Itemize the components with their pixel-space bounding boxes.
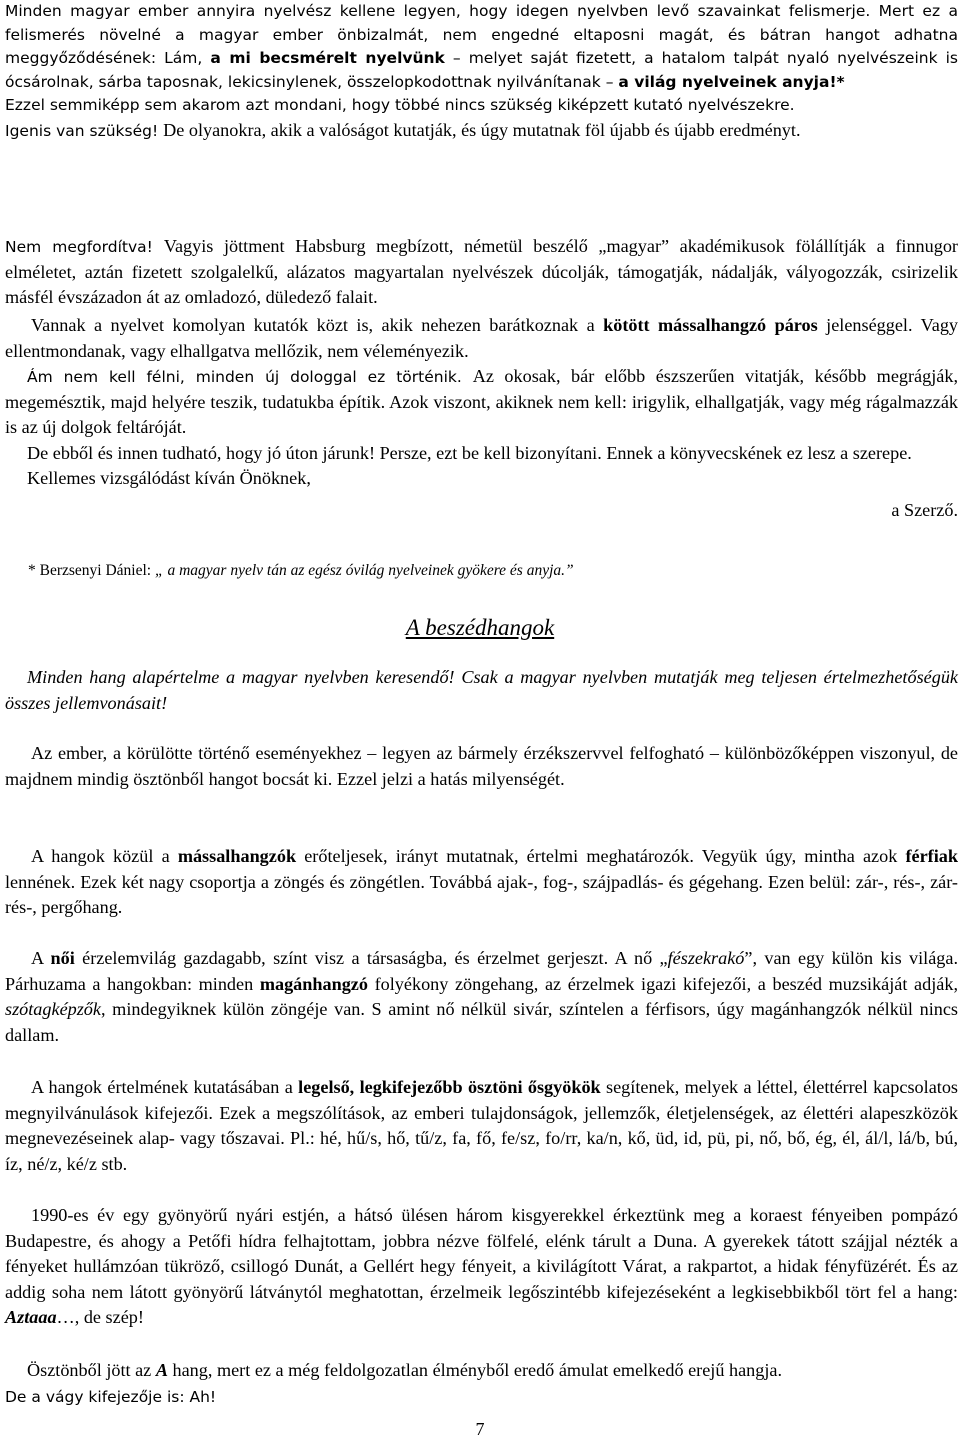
body-paragraph-2	[5, 844, 958, 921]
page-number: 7	[475, 1419, 485, 1439]
section2-text: Vannak a nyelvet komolyan kutatók közt is, akik nehezen barátkoznak a	[31, 315, 604, 335]
chapter-motto	[5, 665, 958, 716]
body-emphasis: mássalhangzók	[177, 846, 297, 866]
footnote-marker: *	[836, 72, 845, 91]
section2-emphasis: kötött mássalhangzó páros	[603, 315, 818, 335]
footnote	[28, 562, 574, 580]
body-text: , mindegyiknek külön zöngéje van. S amint nő nélkül sivár, színtelen a férfisors, úgy magánhangzók nélkül nincs dallam.	[5, 999, 958, 1045]
body-text: De a vágy kifejezője is: Ah!	[5, 1387, 217, 1406]
section2-text: Az okosak, bár előbb észszerűen vitatják, később megrágják, megemésztik, majd helyére teszik, tudatukba építik. Azok viszont, akiknek nem kell: irigylik, elhallgatják, vagy még rágalmazzák is az új dolgok feltáróját.	[5, 366, 958, 437]
body-paragraph-4	[5, 1075, 958, 1177]
motto-text: Csak a magyar nyelvben mutatják meg teljesen értelmezhetőségük összes jellemvonásait!	[5, 667, 958, 713]
body-paragraph-6	[5, 1358, 958, 1409]
intro-text: – melyet saját fizetett, a hatalom talpát nyaló nyelvészeink is ócsárolnak, sárba taposnak, lekicsinylenek, összelopkodottnak nyilvánítanak –	[5, 49, 958, 91]
intro-text: Minden magyar ember annyira nyelvész kellene legyen, hogy idegen nyelvben levő szavainkat felismerje. Mert ez a felismerés növelné a magyar ember önbizalmát, nem engedné eltaposni magát, és bátran hangot adhatna meggyőződésének: Lám,	[5, 2, 958, 67]
body-text: folyékony zöngehang, az érzelmek igazi kifejezői, a beszéd muzsikáját adják,	[367, 973, 958, 994]
body-paragraph-5	[5, 1203, 958, 1331]
intro-text: Nem megfordítva!	[5, 238, 164, 256]
body-text: 1990-es év egy gyönyörű nyári estjén, a hátsó ülésen három kisgyerekkel érkeztünk meg a koraest fényeiben pompázó Budapestre, és ahogy a Petőfi hídra felhajtottam, jobbra nézve fölfelé, elénk tárult a Duna. A gyerekek tátott szájjal nézték a fényeket hullámzóan tükröző, csillogó Dunát, a Gellért hegy fényeit, a kivilágított Várat, a rakpartot, a hidak fényfüzérét. És az addig soha nem látott gyönyörű látványtól meghatottan, érzelmeik legőszintébb kifejezéseként a legkisebbikből tört fel a hang:	[5, 1205, 958, 1302]
body-text: ”, van egy külön kis világa. Párhuzama a hangokban: minden	[5, 948, 958, 994]
body-text: A	[31, 948, 51, 968]
intro-section	[5, 0, 958, 143]
section2-text: Ám nem kell félni, minden új dologgal ez történik.	[27, 368, 473, 386]
intro-paragraph-2: Ezzel semmiképp sem akarom azt mondani, hogy többé nincs szükség kiképzett kutató nyelvészekre.	[5, 96, 795, 114]
body-emphasis: magánhangzó	[259, 973, 368, 994]
intro-emphasis: a mi becsmérelt nyelvünk	[210, 49, 445, 67]
body-paragraph-1: Az ember, a körülötte történő eseményekhez – legyen az bármely érzékszervvel felfogható – különbözőképpen viszonyul, de majdnem mindig ösztönből hangot bocsát ki. Ezzel jelzi a hatás milyenségét.	[5, 743, 958, 789]
body-emphasis: férfiak	[905, 846, 958, 866]
intro-text: Igenis van szükség!	[5, 121, 164, 140]
author-signature: a Szerző.	[891, 499, 958, 520]
intro-paragraph-4	[5, 234, 958, 311]
footnote-prefix: * Berzsenyi Dániel:	[28, 562, 155, 579]
body-exclamation: Aztaaa	[5, 1307, 57, 1327]
footnote-quote: „ a magyar nyelv tán az egész óvilág nyelveinek gyökere és anyja.”	[154, 562, 574, 579]
section2-paragraph-4: Kellemes vizsgálódást kíván Önöknek,	[27, 468, 311, 488]
body-emphasis: női	[50, 948, 75, 968]
body-text: lennének. Ezek két nagy csoportja a zöngés és zöngétlen. Továbbá ajak-, fog-, szájpadlás- és gégehang. Ezen belül: zár-, rés-, zár-rés-, pergőhang.	[5, 871, 958, 917]
chapter-title: A beszédhangok	[405, 615, 555, 640]
motto-text: Minden hang alapértelme a magyar nyelvben keresendő!	[27, 667, 462, 687]
body-text: erőteljesek, irányt mutatnak, értelmi meghatározók. Vegyük úgy, mintha azok	[296, 846, 906, 866]
body-text: Ösztönből jött az	[27, 1360, 156, 1380]
section2-paragraph-3: De ebből és innen tudható, hogy jó úton járunk! Persze, ezt be kell bizonyítani. Ennek a könyvecskének ez lesz a szerepe.	[27, 442, 912, 463]
body-text: segítenek, melyek a léttel, élettérrel kapcsolatos megnyilvánulások kifejezői. Ezek a megszólítások, az emberi tulajdonságok, jellemzők, életjelenségek, az élettéri alapeszközök megnevezéseinek alap- vagy tőszavai. Pl.: hé, hű/s, hő, tű/z, fa, fő, fe/sz, fo/rr, ka/n, kő, üd, id, pü, pi, nő, bő, ég, él, ál/l, lá/b, bú, íz, né/z, ké/z stb.	[5, 1077, 958, 1174]
body-emphasis: legelső, legkifejezőbb ösztöni ősgyökök	[298, 1077, 601, 1097]
body-text: érzelemvilág gazdagabb, színt visz a társaságba, és érzelmet gerjeszt. A nő „	[74, 948, 668, 968]
body-emphasis: A	[155, 1360, 168, 1380]
section2-paragraph-1	[5, 313, 958, 364]
body-paragraph-3	[5, 946, 958, 1048]
body-text: …, de szép!	[56, 1307, 144, 1327]
body-text: A hangok közül a	[31, 846, 178, 866]
section2-paragraph-2	[5, 364, 958, 441]
section-two	[5, 313, 958, 523]
body-italic: szótagképzők	[5, 999, 101, 1019]
intro-emphasis: a világ nyelveinek anyja!	[618, 72, 837, 91]
intro-text: Vagyis jöttment Habsburg megbízott, németül beszélő „magyar” akadémikusok fölállítják a finnugor elméletet, aztán fizetett szolgalelkű, alázatos magyartalan nyelvészek dúcolják, támogatják, nádalják, vályogozzák, csirizelik másfél évszázadon át az omladozó, düledező falait.	[5, 236, 958, 307]
section2-text: jelenséggel. Vagy ellentmondanak, vagy elhallgatva mellőzik, nem véleményezik.	[5, 315, 959, 361]
intro-paragraph-1	[5, 0, 958, 94]
body-text: A hangok értelmének kutatásában a	[31, 1077, 299, 1097]
body-text: hang, mert ez a még feldolgozatlan élményből eredő ámulat emelkedő erejű hangja.	[167, 1360, 783, 1380]
intro-text: De olyanokra, akik a valóságot kutatják, és úgy mutatnak föl újabb és újabb eredményt.	[163, 119, 801, 140]
intro-paragraph-3	[5, 118, 958, 144]
body-italic: fészekrakó	[667, 948, 745, 968]
